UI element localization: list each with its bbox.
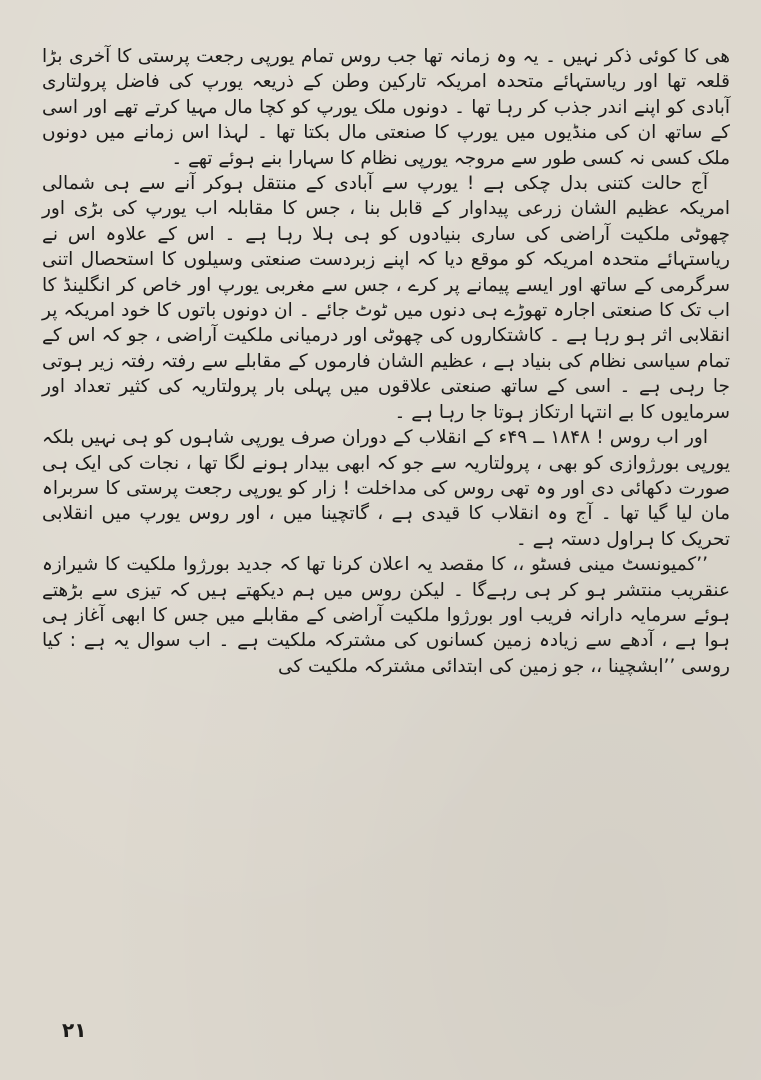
paragraph-3: اور اب روس ! ۱۸۴۸ ــ ۴۹ء کے انقلاب کے دوران صرف یورپی شاہوں کو ہی نہیں بلکہ یورپی بورژوازی کو بھی ، پرولتاریہ سے جو کہ ابھی بیدار ہونے لگا تھا ، نجات کی ایک ہی صورت دکھائی دی اور وہ تھی روس کی مداخلت ! زار کو یورپی رجعت پرستی کا سربراہ مان لیا گیا تھا ۔ آج وہ انقلاب کا قیدی ہے ، گاتچینا میں ، اور روس یورپ میں انقلابی تحریک کا ہراول دستہ ہے ۔ [42, 427, 730, 550]
paragraph-1: هی کا کوئی ذکر نہیں ۔ یہ وہ زمانہ تھا جب روس تمام یورپی رجعت پرستی کا آخری بڑا قلعہ تھا اور ریاستہائے متحدہ امریکہ تارکین وطن کے ذریعہ یورپ کی فاضل پرولتاری آبادی کو اپنے اندر جذب کر رہا تھا ۔ دونوں ملک یورپ کو کچا مال مہیا کرتے تھے اور اسی کے ساتھ ان کی منڈیوں میں یورپ کا صنعتی مال بکتا تھا ۔ لہذا اس زمانے میں دونوں ملک کسی نہ کسی طور سے مروجہ یورپی نظام کا سہارا بنے ہوئے تھے ۔ [42, 46, 730, 169]
paragraph-4: ’’کمیونسٹ مینی فسٹو ،، کا مقصد یہ اعلان کرنا تھا کہ جدید بورژوا ملکیت کا شیرازہ عنقریب منتشر ہو کر ہی رہےگا ۔ لیکن روس میں ہم دیکھتے ہیں کہ تیزی سے بڑھتے ہوئے سرمایہ دارانہ فریب اور بورژوا ملکیت آراضی کے مقابلے میں جس کا ابھی آغاز ہی ہوا ہے ، آدھے سے زیادہ زمین کسانوں کی مشترکہ ملکیت ہے ۔ اب سوال یہ ہے : کیا روسی ’’ابشچینا ،، جو زمین کی ابتدائی مشترکہ ملکیت کی [42, 554, 730, 677]
page-number: ۲۱ [62, 1018, 87, 1042]
paragraph-2: آج حالت کتنی بدل چکی ہے ! یورپ سے آبادی کے منتقل ہوکر آنے سے ہی شمالی امریکہ عظیم الشان زرعی پیداوار کے قابل بنا ، جس کا مقابلہ اب یورپ کی بڑی اور چھوٹی ملکیت آراضی کی ساری بنیادوں کو ہی ہلا رہا ہے ۔ اس کے علاوہ اس نے ریاستہائے متحدہ امریکہ کو موقع دیا کہ اپنے زبردست صنعتی وسیلوں کا استحصال اتنی سرگرمی کے ساتھ اور ایسے پیمانے پر کرے ، جس سے مغربی یورپ اور خاص کر انگلینڈ کا اب تک کا صنعتی اجارہ تھوڑے ہی دنوں میں ٹوٹ جائے ۔ ان دونوں باتوں کا خود امریکہ پر انقلابی اثر ہو رہا ہے ۔ کاشتکاروں کی چھوٹی اور درمیانی ملکیت آراضی ، جو کہ اس کے تمام سیاسی نظام کی بنیاد ہے ، عظیم الشان فارموں کے مقابلے سے رفتہ رفتہ زیر ہوتی جا رہی ہے ۔ اسی کے ساتھ صنعتی علاقوں میں پہلی بار پرولتاریہ کی کثیر تعداد اور سرمایوں کا بے انتہا ارتکاز ہوتا جا رہا ہے ۔ [42, 173, 730, 423]
body-text [42, 44, 730, 994]
